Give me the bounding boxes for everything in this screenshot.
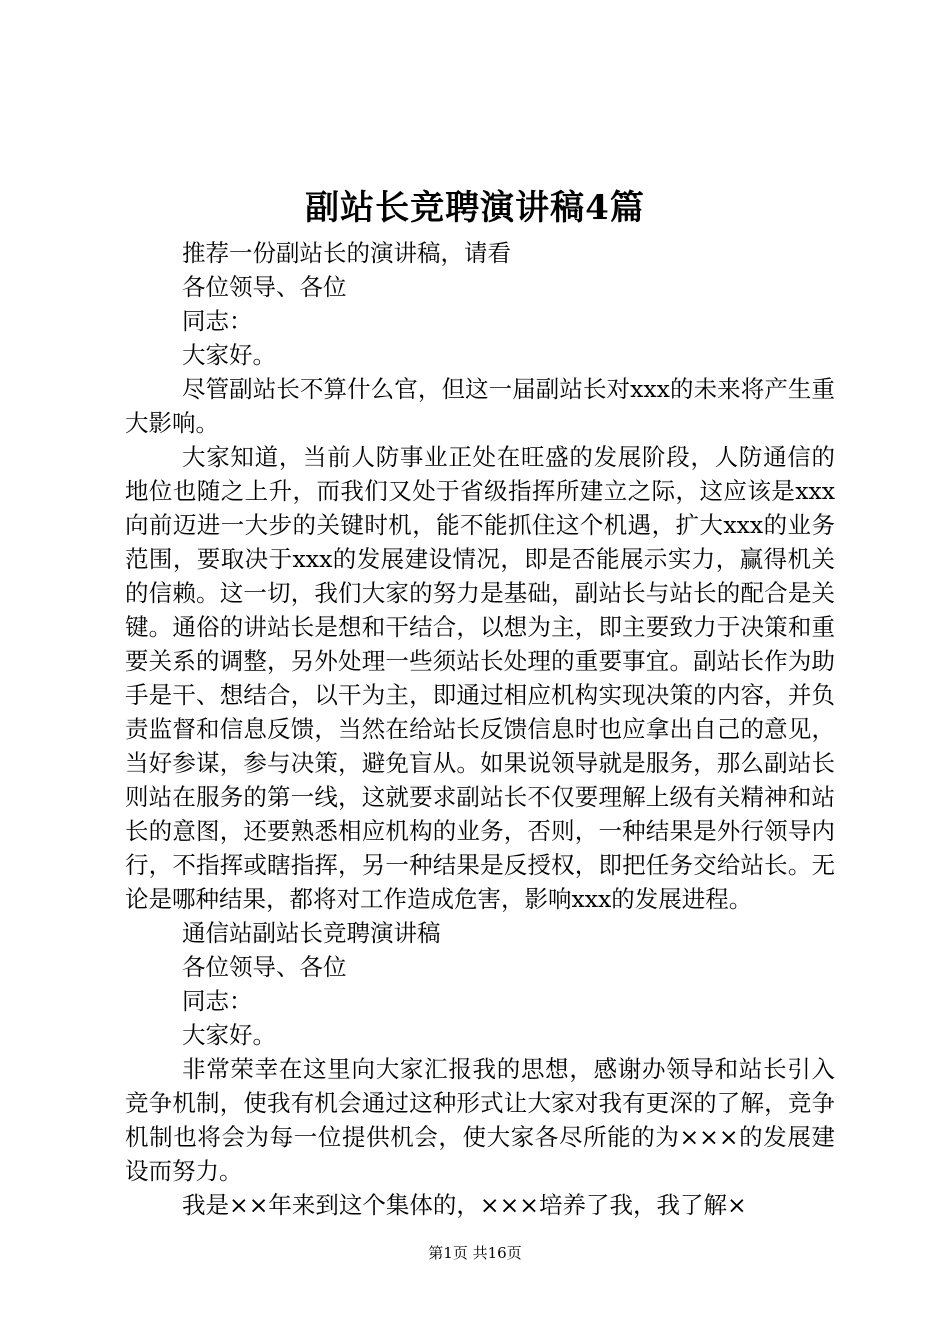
paragraph: 大家好。 — [182, 341, 276, 369]
paragraph: 非常荣幸在这里向大家汇报我的思想，感谢办领导和站长引入竞争机制，使我有机会通过这种形式让大家对我有更深的了解，竞争机制也将会为每一位提供机会，使大家各尽所能的为×××的发展建设而努力。 — [125, 1055, 835, 1185]
paragraph: 我是××年来到这个集体的，×××培养了我，我了解× — [182, 1191, 747, 1219]
paragraph: 各位领导、各位 — [182, 953, 347, 981]
paragraph: 通信站副站长竞聘演讲稿 — [182, 919, 441, 947]
paragraph: 大家知道，当前人防事业正处在旺盛的发展阶段，人防通信的地位也随之上升，而我们又处于省级指挥所建立之际，这应该是xxx向前迈进一大步的关键时机，能不能抓住这个机遇，扩大xxx的业务范围，要取决于xxx的发展建设情况，即是否能展示实力，赢得机关的信赖。这一切，我们大家的努力是基础，副站长与站长的配合是关键。通俗的讲站长是想和干结合，以想为主，即主要致力于决策和重要关系的调整，另外处理一些须站长处理的重要事宜。副站长作为助手是干、想结合，以干为主，即通过相应机构实现决策的内容，并负责监督和信息反馈，当然在给站长反馈信息时也应拿出自己的意见，当好参谋，参与决策，避免盲从。如果说领导就是服务，那么副站长则站在服务的第一线，这就要求副站长不仅要理解上级有关精神和站长的意图，还要熟悉相应机构的业务，否则，一种结果是外行领导内行，不指挥或瞎指挥，另一种结果是反授权，即把任务交给站长。无论是哪种结果，都将对工作造成危害，影响xxx的发展进程。 — [125, 443, 835, 913]
paragraph: 同志： — [182, 307, 253, 335]
paragraph: 推荐一份副站长的演讲稿，请看 — [182, 239, 511, 267]
paragraph: 大家好。 — [182, 1021, 276, 1049]
document-title: 副站长竞聘演讲稿4篇 — [305, 188, 645, 228]
paragraph: 同志： — [182, 987, 253, 1015]
document-body — [125, 236, 835, 1222]
paragraph: 各位领导、各位 — [182, 273, 347, 301]
paragraph: 尽管副站长不算什么官，但这一届副站长对xxx的未来将产生重大影响。 — [125, 375, 835, 437]
page-footer: 第1页 共16页 — [428, 1244, 522, 1262]
